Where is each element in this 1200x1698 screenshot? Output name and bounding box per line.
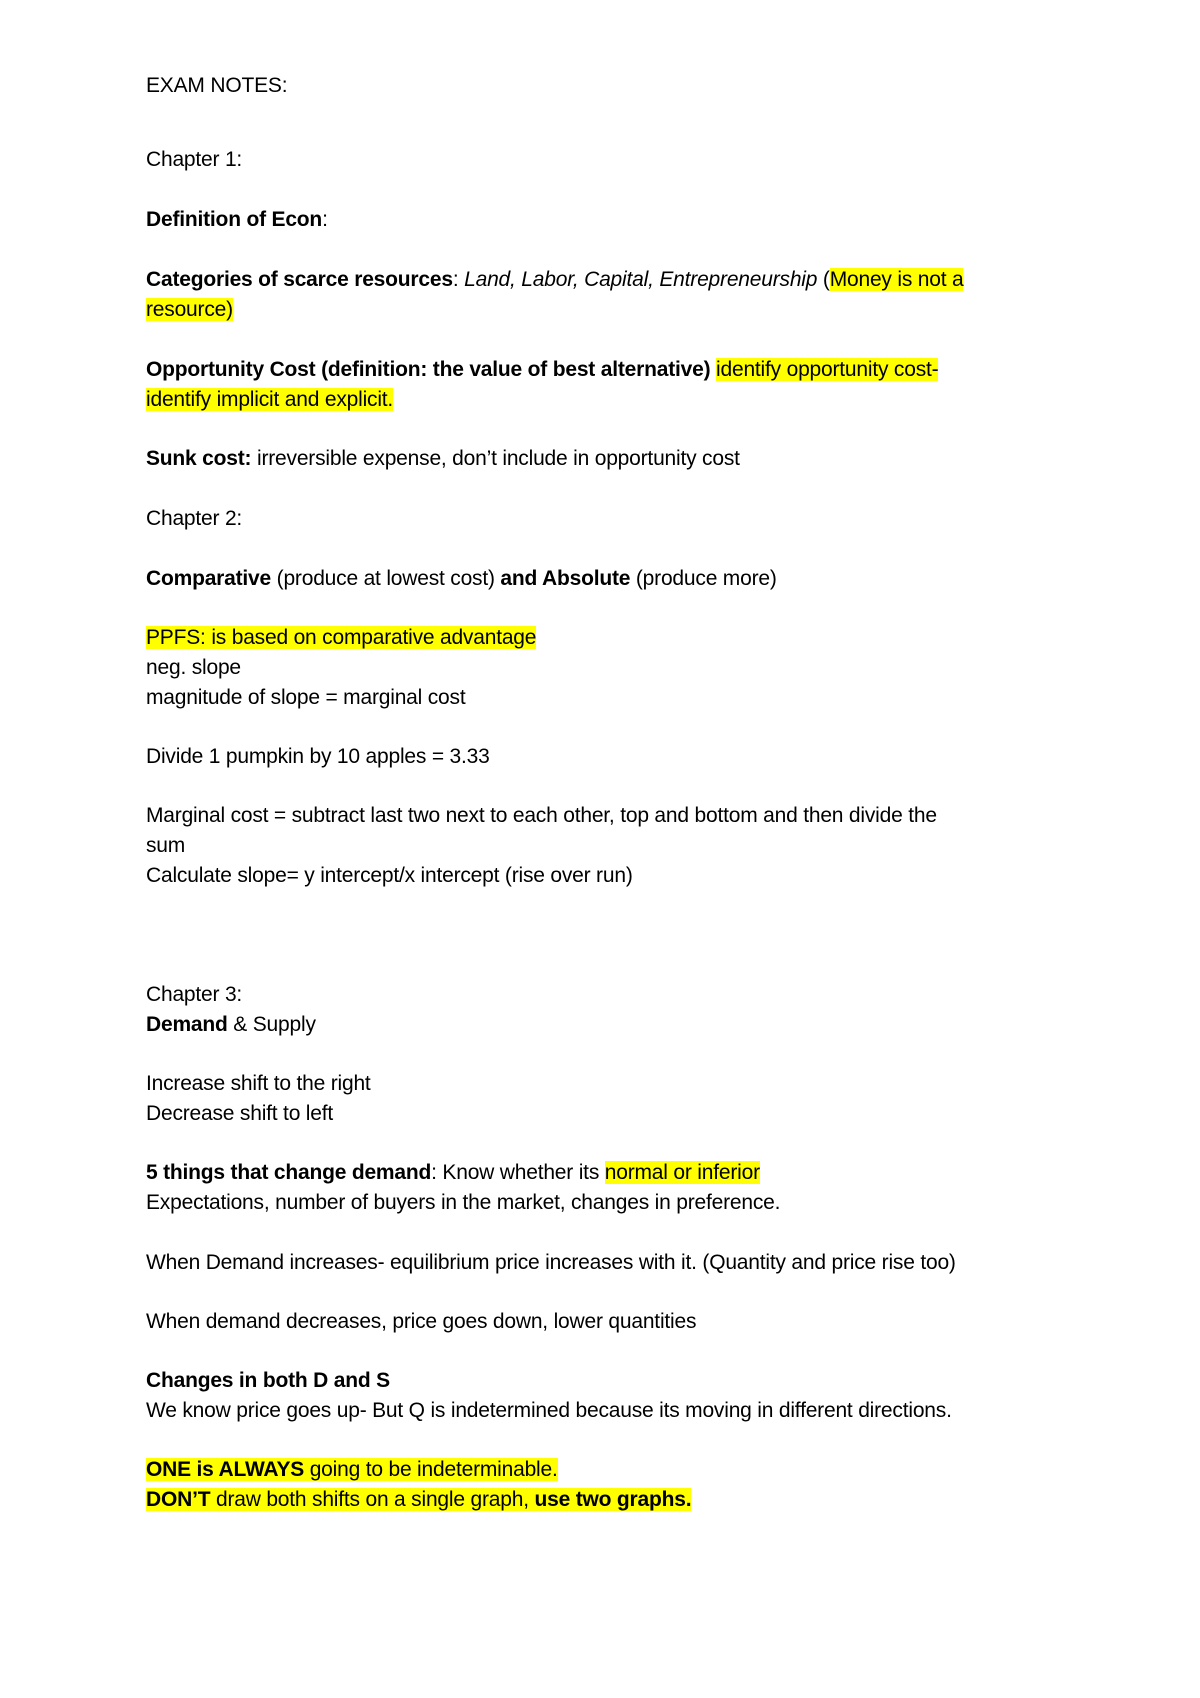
chapter-1-heading: Chapter 1:	[146, 148, 243, 171]
document-title: EXAM NOTES:	[146, 74, 288, 97]
opportunity-cost-line-2	[146, 386, 393, 414]
highlight: ONE is ALWAYS going to be indeterminable.	[146, 1458, 558, 1481]
demand-supply: Demand & Supply	[146, 1013, 316, 1036]
scarce-resources-line-1: Categories of scarce resources: Land, Labor, Capital, Entrepreneurship (Money is not a	[146, 268, 964, 291]
highlight: resource)	[146, 298, 233, 321]
expectations: Expectations, number of buyers in the market, changes in preference.	[146, 1191, 781, 1214]
opportunity-cost-line-1: Opportunity Cost (definition: the value of best alternative) identify opportunity cost-	[146, 358, 939, 381]
highlight: identify implicit and explicit.	[146, 388, 394, 411]
one-always-indeterminable	[146, 1456, 558, 1484]
highlight: Money is not a	[829, 268, 964, 291]
price-goes-up: We know price goes up- But Q is indetermined because its moving in different directions.	[146, 1399, 952, 1422]
five-things-change-demand: 5 things that change demand: Know whether its normal or inferior	[146, 1161, 760, 1184]
magnitude-of-slope: magnitude of slope = marginal cost	[146, 686, 466, 709]
sunk-cost: Sunk cost: irreversible expense, don’t include in opportunity cost	[146, 447, 740, 470]
divide-line: Divide 1 pumpkin by 10 apples = 3.33	[146, 745, 490, 768]
marginal-cost-line-1: Marginal cost = subtract last two next to each other, top and bottom and then divide the	[146, 804, 937, 827]
chapter-2-heading: Chapter 2:	[146, 507, 243, 530]
dont-draw-both	[146, 1486, 691, 1514]
chapter-3-heading: Chapter 3:	[146, 983, 243, 1006]
neg-slope: neg. slope	[146, 656, 241, 679]
definition-of-econ: Definition of Econ:	[146, 208, 328, 231]
highlight: normal or inferior	[604, 1161, 760, 1184]
changes-in-both: Changes in both D and S	[146, 1369, 390, 1392]
scarce-resources-line-2	[146, 296, 233, 324]
highlight: PPFS: is based on comparative advantage	[146, 626, 537, 649]
highlight: DON’T draw both shifts on a single graph, use two graphs.	[146, 1488, 692, 1511]
calculate-slope: Calculate slope= y intercept/x intercept (rise over run)	[146, 864, 633, 887]
decrease-shift: Decrease shift to left	[146, 1102, 334, 1125]
marginal-cost-line-2: sum	[146, 834, 186, 857]
ppfs-line	[146, 624, 536, 652]
comparative-absolute: Comparative (produce at lowest cost) and Absolute (produce more)	[146, 567, 777, 590]
when-demand-increases: When Demand increases- equilibrium price increases with it. (Quantity and price rise too)	[146, 1251, 956, 1274]
when-demand-decreases: When demand decreases, price goes down, lower quantities	[146, 1310, 697, 1333]
highlight: identify opportunity cost-	[716, 358, 939, 381]
increase-shift: Increase shift to the right	[146, 1072, 371, 1095]
